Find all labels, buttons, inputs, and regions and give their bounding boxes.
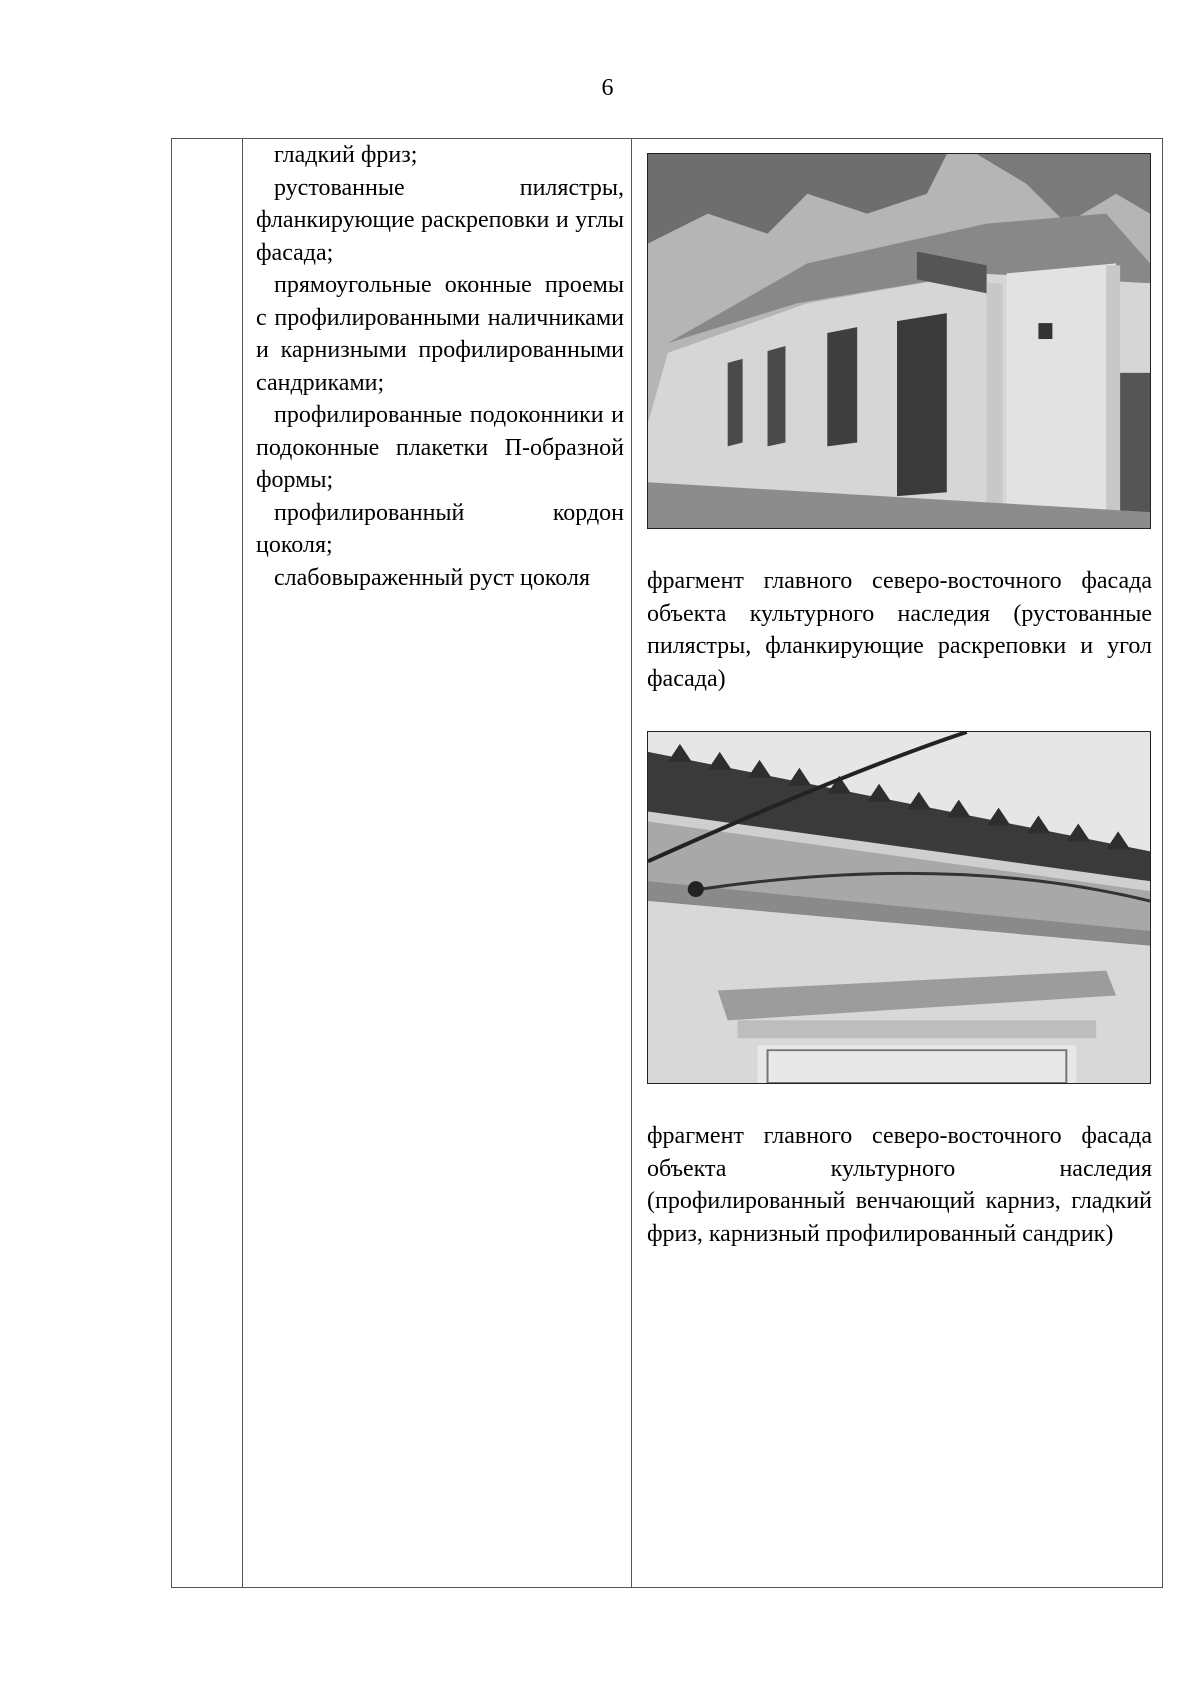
list-item: профилированные подоконники и подоконные плакетки П-образной формы; bbox=[256, 402, 624, 493]
building-facade-image bbox=[648, 154, 1150, 528]
facade-photo-2 bbox=[647, 731, 1151, 1084]
features-list bbox=[256, 139, 624, 594]
cornice-detail-image bbox=[648, 732, 1150, 1083]
facade-photo-1 bbox=[647, 153, 1151, 529]
table-divider-2 bbox=[631, 139, 632, 1587]
table-divider-1 bbox=[242, 139, 243, 1587]
figures-column bbox=[647, 153, 1152, 1250]
list-item: слабовыраженный руст цоколя bbox=[274, 564, 590, 591]
list-item: рустованные пилястры, фланкирующие раскреповки и углы фасада; bbox=[256, 174, 624, 266]
figure-caption-2: фрагмент главного северо-восточного фасада объекта культурного наследия (профилированный венчающий карниз, гладкий фриз, карнизный профилированный сандрик) bbox=[647, 1123, 1152, 1247]
list-item: профилированный кордон цоколя; bbox=[256, 499, 624, 558]
list-item: прямоугольные оконные проемы с профилированными наличниками и карнизными профилированными сандриками; bbox=[256, 272, 624, 396]
page-number: 6 bbox=[601, 75, 614, 101]
figure-caption-1: фрагмент главного северо-восточного фасада объекта культурного наследия (рустованные пилястры, фланкирующие раскреповки и угол фасада) bbox=[647, 568, 1152, 692]
list-item: гладкий фриз; bbox=[274, 142, 418, 168]
content-table bbox=[171, 138, 1163, 1588]
